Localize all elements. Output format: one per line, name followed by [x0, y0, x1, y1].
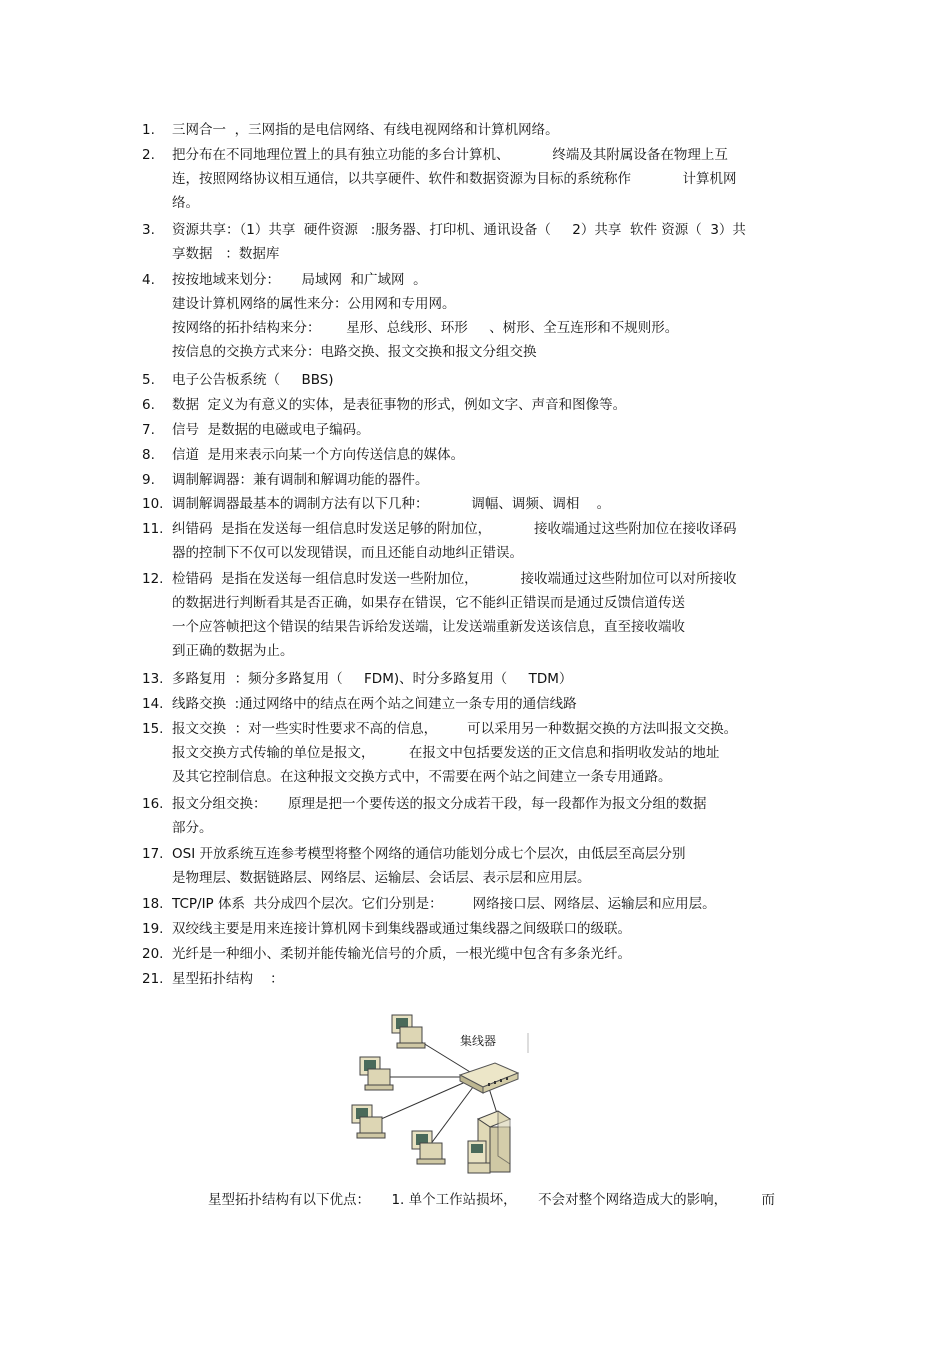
list-item-1: [142, 118, 822, 142]
computer-icon: [352, 1105, 385, 1138]
item-number: 19.: [142, 921, 164, 937]
item-number: 15.: [142, 721, 164, 737]
item-number: 11.: [142, 521, 164, 537]
list-item-3: [142, 218, 822, 266]
item-text: 按信息的交换方式来分：电路交换、报文交换和报文分组交换: [172, 344, 537, 360]
item-text: 光纤是一种细小、柔韧并能传输光信号的介质，一根光缆中包含有多条光纤。: [172, 946, 631, 962]
item-number: 14.: [142, 696, 164, 712]
list-item-5: [142, 368, 822, 392]
item-number: 10.: [142, 496, 164, 512]
list-item-13: [142, 667, 822, 691]
item-text: 享数据 ：数据库: [172, 246, 280, 262]
item-number: 7.: [142, 422, 155, 438]
item-text: OSI 开放系统互连参考模型将整个网络的通信功能划分成七个层次，由低层至高层分别: [172, 846, 686, 862]
item-number: 3.: [142, 222, 155, 238]
item-number: 8.: [142, 447, 155, 463]
item-text: 报文交换方式传输的单位是报文， 在报文中包括要发送的正文信息和指明收发站的地址: [172, 745, 720, 761]
list-item-9: [142, 468, 822, 492]
item-text: 络。: [172, 195, 199, 211]
list-item-8: [142, 443, 822, 467]
item-text: 到正确的数据为止。: [172, 643, 294, 659]
item-text: 双绞线主要是用来连接计算机网卡到集线器或通过集线器之间级联口的级联。: [172, 921, 631, 937]
item-text: TCP/IP 体系 共分成四个层次。它们分别是： 网络接口层、网络层、运输层和应用层。: [172, 896, 716, 912]
list-item-11: [142, 517, 822, 565]
item-text: 信号 是数据的电磁或电子编码。: [172, 422, 370, 438]
item-number: 21.: [142, 971, 164, 987]
item-text: 连，按照网络协议相互通信，以共享硬件、软件和数据资源为目标的系统称作 计算机网: [172, 171, 737, 187]
list-item-21: [142, 967, 822, 991]
item-number: 4.: [142, 272, 155, 288]
item-text: 电子公告板系统（ BBS): [172, 372, 334, 388]
item-number: 9.: [142, 472, 155, 488]
item-text: 纠错码 是指在发送每一组信息时发送足够的附加位， 接收端通过这些附加位在接收译码: [172, 521, 737, 537]
item-text: 是物理层、数据链路层、网络层、运输层、会话层、表示层和应用层。: [172, 870, 591, 886]
item-number: 20.: [142, 946, 164, 962]
item-number: 18.: [142, 896, 164, 912]
item-text: 信道 是用来表示向某一个方向传送信息的媒体。: [172, 447, 465, 463]
item-number: 17.: [142, 846, 164, 862]
list-item-17: [142, 842, 822, 890]
item-text: 部分。: [172, 820, 213, 836]
item-number: 5.: [142, 372, 155, 388]
list-item-10: [142, 492, 822, 516]
item-text: 把分布在不同地理位置上的具有独立功能的多台计算机、 终端及其附属设备在物理上互: [172, 147, 728, 163]
item-text: 资源共享：（1）共享 硬件资源 :服务器、打印机、通讯设备（ 2）共享 软件 资源（ 3）共: [172, 222, 746, 238]
list-item-20: [142, 942, 822, 966]
item-number: 2.: [142, 147, 155, 163]
computer-icon: [412, 1131, 445, 1164]
item-text: 线路交换 :通过网络中的结点在两个站之间建立一条专用的通信线路: [172, 696, 577, 712]
item-text: 一个应答帧把这个错误的结果告诉给发送端，让发送端重新发送该信息，直至接收端收: [172, 619, 685, 635]
hub-device: [460, 1063, 518, 1093]
item-number: 12.: [142, 571, 164, 587]
item-text: 按网络的拓扑结构来分： 星形、总线形、环形 、树形、全互连形和不规则形。: [172, 320, 679, 336]
item-text: 星型拓扑结构 ：: [172, 971, 284, 987]
item-number: 6.: [142, 397, 155, 413]
item-text: 报文交换 ：对一些实时性要求不高的信息， 可以采用另一种数据交换的方法叫报文交换。: [172, 721, 738, 737]
list-item-15: [142, 717, 822, 789]
item-text: 器的控制下不仅可以发现错误，而且还能自动地纠正错误。: [172, 545, 523, 561]
item-text: 及其它控制信息。在这种报文交换方式中，不需要在两个站之间建立一条专用通路。: [172, 769, 672, 785]
item-number: 16.: [142, 796, 164, 812]
item-number: 1.: [142, 122, 155, 138]
item-text: 报文分组交换： 原理是把一个要传送的报文分成若干段，每一段都作为报文分组的数据: [172, 796, 707, 812]
item-text: 调制解调器：兼有调制和解调功能的器件。: [172, 472, 429, 488]
list-item-12: [142, 567, 822, 663]
list-item-7: [142, 418, 822, 442]
hub-label: 集线器: [460, 1034, 497, 1048]
item-number: 13.: [142, 671, 164, 687]
link-line: [430, 1083, 476, 1145]
computer-icon: [392, 1015, 425, 1048]
item-text: 建设计算机网络的属性来分：公用网和专用网。: [172, 296, 456, 312]
item-text: 三网合一 ，三网指的是电信网络、有线电视网络和计算机网络。: [172, 122, 559, 138]
item-text: 按按地域来划分： 局域网 和广域网 。: [172, 272, 427, 288]
list-item-14: [142, 692, 822, 716]
figure-caption: 星型拓扑结构有以下优点： 1. 单个工作站损坏， 不会对整个网络造成大的影响， 而: [208, 1192, 775, 1208]
computer-icon: [360, 1057, 393, 1090]
list-item-16: [142, 792, 822, 840]
item-text: 的数据进行判断看其是否正确，如果存在错误，它不能纠正错误而是通过反馈信道传送: [172, 595, 685, 611]
list-item-2: [142, 143, 822, 215]
list-item-18: [142, 892, 822, 916]
list-item-6: [142, 393, 822, 417]
item-text: 调制解调器最基本的调制方法有以下几种： 调幅、调频、调相 。: [172, 496, 611, 512]
server-icon: [468, 1111, 510, 1173]
list-item-19: [142, 917, 822, 941]
item-text: 检错码 是指在发送每一组信息时发送一些附加位， 接收端通过这些附加位可以对所接收: [172, 571, 737, 587]
star-topology-figure: [330, 1005, 550, 1180]
item-text: 多路复用 ：频分多路复用（ FDM)、时分多路复用（ TDM）: [172, 671, 573, 687]
item-text: 数据 定义为有意义的实体，是表征事物的形式，例如文字、声音和图像等。: [172, 397, 627, 413]
list-item-4: [142, 268, 822, 364]
